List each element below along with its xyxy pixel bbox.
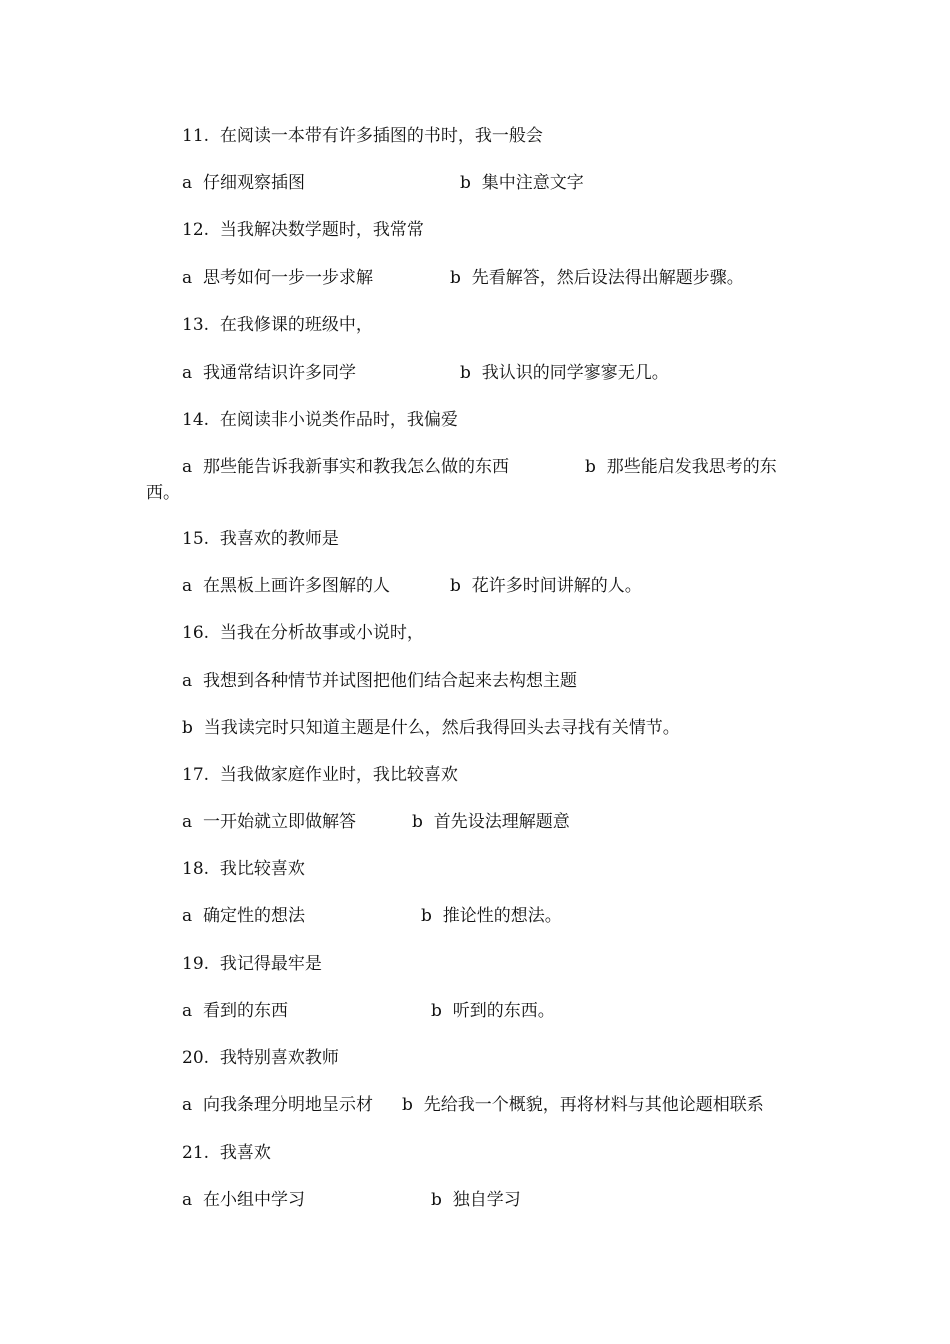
question-18: 18. 我比较喜欢	[182, 859, 305, 879]
question-20-option-b: b 先给我一个概貌，再将材料与其他论题相联系	[402, 1095, 764, 1115]
question-19: 19. 我记得最牢是	[182, 954, 322, 974]
question-16-option-a: a 我想到各种情节并试图把他们结合起来去构想主题	[182, 671, 577, 691]
question-15-option-b: b 花许多时间讲解的人。	[450, 576, 642, 596]
question-12-option-a: a 思考如何一步一步求解	[182, 268, 373, 288]
question-21-option-b: b 独自学习	[431, 1190, 521, 1210]
question-14-option-b-continued: 西。	[146, 483, 180, 503]
question-15: 15. 我喜欢的教师是	[182, 529, 339, 549]
question-20: 20. 我特别喜欢教师	[182, 1048, 339, 1068]
question-12-option-b: b 先看解答，然后设法得出解题步骤。	[450, 268, 744, 288]
question-19-option-a: a 看到的东西	[182, 1001, 288, 1021]
question-19-option-b: b 听到的东西。	[431, 1001, 555, 1021]
question-11: 11. 在阅读一本带有许多插图的书时，我一般会	[182, 126, 543, 146]
question-12: 12. 当我解决数学题时，我常常	[182, 220, 424, 240]
question-15-option-a: a 在黑板上画许多图解的人	[182, 576, 390, 596]
question-16-option-b: b 当我读完时只知道主题是什么，然后我得回头去寻找有关情节。	[182, 718, 680, 738]
question-21: 21. 我喜欢	[182, 1143, 271, 1163]
question-13: 13. 在我修课的班级中，	[182, 315, 373, 335]
question-17-option-b: b 首先设法理解题意	[412, 812, 570, 832]
question-14-option-a: a 那些能告诉我新事实和教我怎么做的东西	[182, 457, 509, 477]
question-21-option-a: a 在小组中学习	[182, 1190, 305, 1210]
question-14: 14. 在阅读非小说类作品时，我偏爱	[182, 410, 458, 430]
question-18-option-a: a 确定性的想法	[182, 906, 305, 926]
question-13-option-b: b 我认识的同学寥寥无几。	[460, 363, 669, 383]
question-17-option-a: a 一开始就立即做解答	[182, 812, 356, 832]
question-16: 16. 当我在分析故事或小说时，	[182, 623, 424, 643]
question-14-option-b: b 那些能启发我思考的东	[585, 457, 777, 477]
question-17: 17. 当我做家庭作业时，我比较喜欢	[182, 765, 458, 785]
question-11-option-a: a 仔细观察插图	[182, 173, 305, 193]
question-13-option-a: a 我通常结识许多同学	[182, 363, 356, 383]
question-20-option-a: a 向我条理分明地呈示材	[182, 1095, 373, 1115]
question-18-option-b: b 推论性的想法。	[421, 906, 562, 926]
question-11-option-b: b 集中注意文字	[460, 173, 584, 193]
